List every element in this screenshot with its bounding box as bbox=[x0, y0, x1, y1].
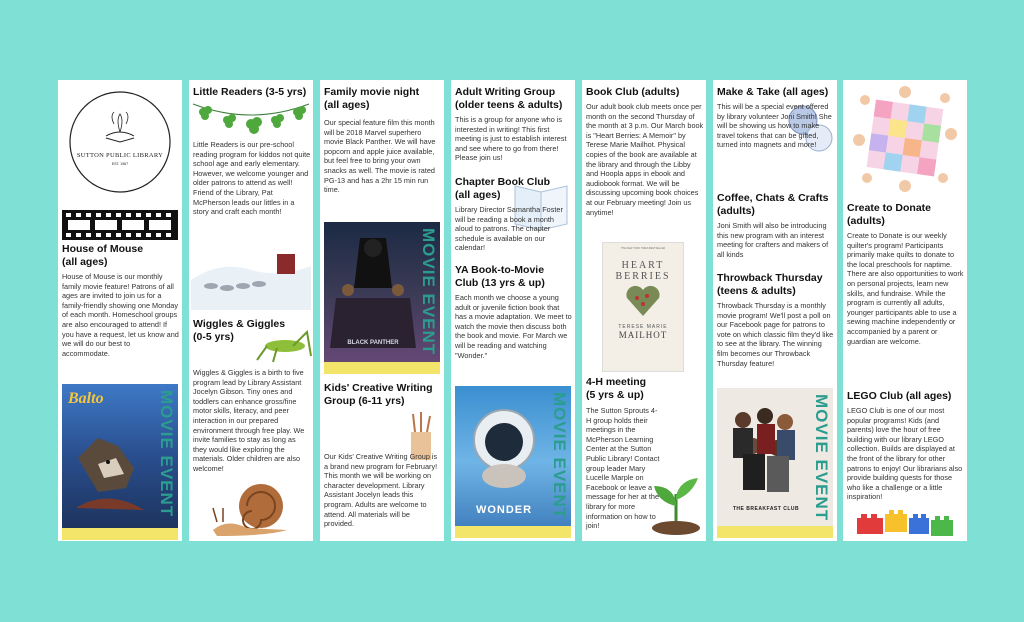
black-panther-poster-event: MOVIE EVENT bbox=[419, 228, 438, 356]
book-club-body: Our adult book club meets once per month on the second Thursday of the month at 3 p.m. Our March book is "Heart Berries: A Memoir" by Terese Marie Mailhot. Physical copies of the book are available at the library and through the Libby and Hoopla apps in ebook and audiobook format. We will be discussing upcoming book choices at our February meeting! Join us anytime! bbox=[586, 102, 704, 217]
ya-book-title: YA Book-to-Movie bbox=[455, 264, 545, 276]
poster-footer bbox=[717, 526, 833, 538]
chapter-book-age: (all ages) bbox=[455, 189, 501, 201]
panel-house-of-mouse bbox=[58, 80, 182, 541]
cover-title-1: HEART bbox=[621, 260, 665, 271]
adult-writing-age: (older teens & adults) bbox=[455, 99, 563, 111]
library-logo bbox=[62, 84, 178, 200]
berry-heart-icon bbox=[623, 284, 663, 318]
astronaut-helmet-illustration bbox=[469, 402, 539, 492]
wonder-poster-event: MOVIE EVENT bbox=[550, 392, 569, 520]
coffee-title: Coffee, Chats & Crafts bbox=[717, 192, 829, 204]
wiggles-title: Wiggles & Giggles bbox=[193, 318, 286, 330]
create-donate-title: Create to Donate bbox=[847, 202, 932, 214]
cover-author-2: MAILHOT bbox=[618, 330, 668, 340]
film-strip-icon bbox=[62, 210, 178, 240]
sprout-icon bbox=[648, 472, 704, 536]
grasshopper-icon bbox=[253, 326, 313, 366]
wiggles-age: (0-5 yrs) bbox=[193, 331, 234, 343]
adult-writing-title: Adult Writing Group bbox=[455, 86, 556, 98]
wolf-dog-illustration bbox=[68, 418, 148, 518]
coffee-age: (adults) bbox=[717, 205, 755, 217]
wonder-poster-title: WONDER bbox=[475, 504, 533, 516]
chapter-book-title: Chapter Book Club bbox=[455, 176, 551, 188]
panel-create-to-donate bbox=[843, 80, 967, 541]
lego-bricks-icon bbox=[855, 506, 955, 540]
poster-footer bbox=[455, 526, 571, 538]
black-panther-poster-title: BLACK PANTHER bbox=[347, 340, 399, 346]
adult-writing-body: This is a group for anyone who is interested in writing! This first meeting is just to establish interest and see where to go from there! Please join us! bbox=[455, 115, 567, 163]
make-take-body-1: This will be a special event offered by library volunteer Joni Smith! She will be showing us how to make travel tokens that can be gifted, turned into magnets and more! bbox=[717, 102, 832, 150]
library-name: SUTTON PUBLIC LIBRARY bbox=[76, 152, 164, 159]
panel-adult-writing bbox=[451, 80, 575, 541]
sled-dogs-illustration bbox=[191, 240, 311, 310]
balto-poster bbox=[62, 384, 178, 540]
cover-author-1: TERESE MARIE bbox=[618, 324, 668, 330]
breakfast-club-poster-title: THE BREAKFAST CLUB bbox=[732, 506, 800, 512]
quilt-kids-illustration bbox=[849, 82, 961, 194]
ya-book-age: Club (13 yrs & up) bbox=[455, 277, 545, 289]
house-of-mouse-body: House of Mouse is our monthly family movie feature! Patrons of all ages are invited to join us for a family-friendly showing one Monday of each month. Homeschool groups are also encouraged to attend! If you have a request, let us know and we will do our best to accommodate. bbox=[62, 272, 179, 358]
breakfast-club-poster bbox=[717, 388, 833, 538]
panel-book-club bbox=[582, 80, 706, 541]
cast-group-illustration bbox=[723, 398, 807, 498]
four-h-age: (5 yrs & up) bbox=[586, 389, 644, 401]
house-of-mouse-title: House of Mouse bbox=[62, 243, 144, 255]
little-readers-title: Little Readers (3-5 yrs) bbox=[193, 86, 307, 98]
book-club-title: Book Club (adults) bbox=[586, 86, 680, 98]
kids-writing-age: Group (6-11 yrs) bbox=[324, 395, 405, 407]
create-donate-age: (adults) bbox=[847, 215, 885, 227]
family-movie-age: (all ages) bbox=[324, 99, 370, 111]
family-movie-body: Our special feature film this month will be 2018 Marvel superhero movie Black Panther. We will have popcorn and apple juice available, but feel free to bring your own snacks as well. The movie is rated PG-13 and has a 2hr 15 min run time. bbox=[324, 118, 436, 195]
balto-poster-event: MOVIE EVENT bbox=[157, 390, 176, 518]
house-of-mouse-age: (all ages) bbox=[62, 256, 108, 268]
panel-make-take bbox=[713, 80, 837, 541]
cover-tagline: THE NEW YORK TIMES BESTSELLER bbox=[620, 247, 666, 250]
cover-title-2: BERRIES bbox=[615, 271, 671, 282]
coffee-body: Joni Smith will also be introducing this new program with an interest meeting for crafters and makers of all kinds bbox=[717, 221, 829, 259]
black-panther-poster bbox=[324, 222, 440, 374]
little-readers-body: Little Readers is our pre-school reading program for kiddos not quite school age and early elementary. However, we welcome younger and older patrons to attend as well! Friend of the Library, Pat McPherson leads our littles in a story and craft each month! bbox=[193, 140, 311, 217]
poster-footer bbox=[62, 528, 178, 540]
library-est: EST. 1967 bbox=[111, 162, 129, 166]
four-h-title: 4-H meeting bbox=[586, 376, 647, 388]
lego-body: LEGO Club is one of our most popular programs! Kids (and parents) love the hour of free building with our library LEGO collection. Builds are displayed at the front of the library for other patrons to enjoy! Our librarians also provide building quests for those who like a challenge or a little inspiration! bbox=[847, 406, 963, 502]
wiggles-body: Wiggles & Giggles is a birth to five program lead by Library Assistant Jocelyn Gibson. Tiny ones and toddlers can enhance gross/fine motor skills, literacy, and peer interaction in our prepared environment through free play. We invite families to stay as long as they would like exploring the materials. Older children are also welcome! bbox=[193, 368, 305, 473]
snail-icon bbox=[207, 478, 297, 538]
throwback-age: (teens & adults) bbox=[717, 285, 796, 297]
kids-writing-body: Our Kids' Creative Writing Group is a brand new program for February! This month we will be working on character development. Library Assistant Jocelyn leads this program. Adults are welcome to attend. All materials will be provided. bbox=[324, 452, 438, 529]
shamrock-garland-icon bbox=[191, 100, 311, 136]
wonder-poster bbox=[455, 386, 571, 538]
create-donate-body: Create to Donate is our weekly quilter's program! Participants primarily make quilts to donate to the local preschools for naptime. There are also opportunities to work on personal projects, learn new skills, and fundraise. While the program is currently all adults, younger participants able to use a sewing machine independently or accompanied by a parent or guardian are welcome. bbox=[847, 231, 964, 346]
throwback-body: Throwback Thursday is a monthly movie program! We'll post a poll on our Facebook page for patrons to vote on which classic film they'd like to see at the library. The winning film becomes our Throwback Thursday feature! bbox=[717, 301, 834, 368]
chapter-book-body: Library Director Samantha Foster will be reading a book a month aloud to patrons. The chapter schedule is available on our calendar! bbox=[455, 205, 563, 253]
ya-book-body: Each month we choose a young adult or juvenile fiction book that has a movie adaptation. We meet to watch the movie then discuss both the book and movie. For March we will be reading and watching "Wonder." bbox=[455, 293, 572, 360]
breakfast-club-poster-event: MOVIE EVENT bbox=[812, 394, 831, 522]
four-h-body: The Sutton Sprouts 4-H group holds their meetings in the McPherson Learning Center at the Sutton Public Library! Contact group leader Mary Lucelle Marple on Facebook or leave a message for her at the library for more information on how to join! bbox=[586, 406, 660, 531]
poster-footer bbox=[324, 362, 440, 374]
make-take-title: Make & Take (all ages) bbox=[717, 86, 829, 98]
throwback-title: Throwback Thursday bbox=[717, 272, 823, 284]
superhero-group-illustration bbox=[330, 228, 416, 348]
lego-title: LEGO Club (all ages) bbox=[847, 390, 952, 402]
kids-writing-title: Kids' Creative Writing bbox=[324, 382, 433, 394]
family-movie-title: Family movie night bbox=[324, 86, 420, 98]
panel-family-movie bbox=[320, 80, 444, 541]
heart-berries-cover bbox=[602, 242, 684, 372]
panel-little-readers bbox=[189, 80, 313, 541]
balto-poster-title: Balto bbox=[68, 390, 104, 407]
